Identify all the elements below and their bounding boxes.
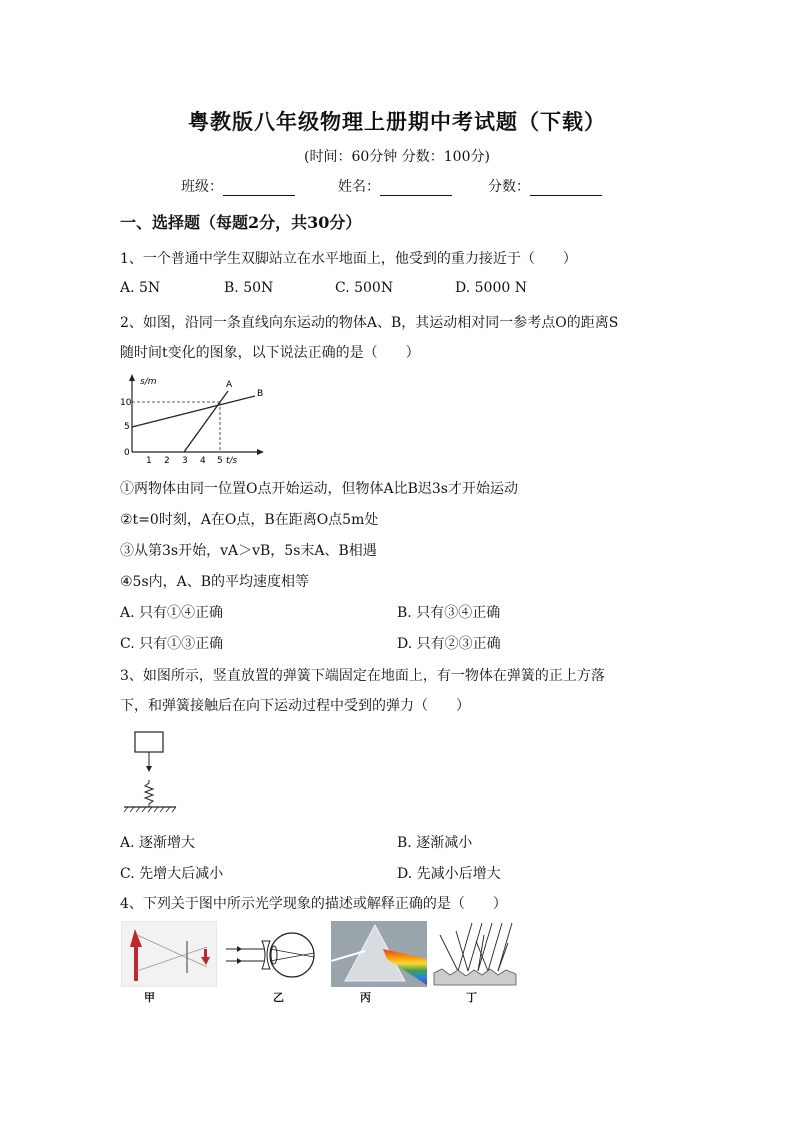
- q3-option-d[interactable]: D. 先减小后增大: [397, 866, 501, 882]
- q2-stem-line2: 随时间t变化的图象，以下说法正确的是（ ）: [120, 345, 420, 361]
- caption-yi: 乙: [273, 991, 284, 1004]
- concave-lens-icon: [262, 941, 270, 969]
- section-heading: 一、选择题（每题2分，共30分）: [120, 213, 362, 232]
- x-tick-4: 4: [200, 456, 206, 466]
- q1-option-c[interactable]: C. 500N: [335, 280, 394, 296]
- q2-option-a[interactable]: A. 只有①④正确: [120, 605, 224, 621]
- class-field: [181, 176, 295, 196]
- q3-stem-line1: 3、如图所示，竖直放置的弹簧下端固定在地面上，有一物体在弹簧的正上方落: [120, 668, 605, 684]
- class-label: 班级：: [181, 179, 223, 195]
- score-label: 分数：: [488, 179, 530, 195]
- q2-option-c[interactable]: C. 只有①③正确: [120, 636, 224, 652]
- caption-bing: 丙: [360, 991, 371, 1004]
- x-tick-2: 2: [164, 456, 170, 466]
- y-tick-5: 5: [124, 422, 130, 432]
- q1-option-b[interactable]: B. 50N: [224, 280, 274, 296]
- q2-stem-line1: 2、如图，沿同一条直线向东运动的物体A、B，其运动相对同一参考点O的距离S: [120, 315, 619, 331]
- y-axis-label: s/m: [140, 377, 157, 387]
- line-a: [184, 391, 228, 452]
- x-tick-1: 1: [146, 456, 152, 466]
- x-axis-arrow: [257, 449, 264, 455]
- falling-block: [135, 732, 163, 752]
- figure-jia: [121, 921, 217, 987]
- score-blank[interactable]: [530, 181, 602, 196]
- q1-stem: 1、一个普通中学生双脚站立在水平地面上，他受到的重力接近于（ ）: [120, 251, 577, 267]
- q3-spring-figure: [120, 728, 180, 814]
- ground-hatching: [124, 807, 176, 812]
- q2-st-graph: [120, 372, 270, 467]
- page-title: 粤教版八年级物理上册期中考试题（下载）: [188, 109, 606, 134]
- eye-lens: [271, 946, 277, 964]
- x-tick-5: 5: [217, 456, 223, 466]
- score-field: [488, 176, 602, 196]
- fall-arrowhead: [146, 766, 152, 772]
- class-blank[interactable]: [223, 181, 295, 196]
- exam-subtitle: (时间：60分钟 分数：100分): [304, 149, 490, 165]
- y-axis-arrow: [129, 374, 135, 381]
- spring-icon: [145, 780, 153, 807]
- q2-option-b[interactable]: B. 只有③④正确: [397, 605, 501, 621]
- q3-option-c[interactable]: C. 先增大后减小: [120, 866, 224, 882]
- name-blank[interactable]: [380, 181, 452, 196]
- q2-statement-2: ②t=0时刻，A在O点，B在距离O点5m处: [120, 512, 379, 528]
- y-tick-0: 0: [124, 448, 130, 458]
- q3-stem-line2: 下，和弹簧接触后在向下运动过程中受到的弹力（ ）: [120, 698, 470, 714]
- q2-statement-3: ③从第3s开始，vA＞vB，5s末A、B相遇: [120, 543, 377, 559]
- q3-option-a[interactable]: A. 逐渐增大: [120, 835, 196, 851]
- q1-option-a[interactable]: A. 5N: [120, 280, 161, 296]
- x-tick-3: 3: [182, 456, 188, 466]
- q3-option-b[interactable]: B. 逐渐减小: [397, 835, 473, 851]
- caption-ding: 丁: [466, 991, 477, 1004]
- label-b: B: [257, 389, 264, 399]
- y-tick-10: 10: [120, 398, 132, 408]
- ray-top-arrowhead: [237, 946, 242, 952]
- line-b: [132, 396, 255, 427]
- label-a: A: [226, 380, 233, 390]
- q2-statement-1: ①两物体由同一位置O点开始运动，但物体A比B迟3s才开始运动: [120, 481, 518, 497]
- q2-statement-4: ④5s内，A、B的平均速度相等: [120, 574, 310, 590]
- q4-stem: 4、下列关于图中所示光学现象的描述或解释正确的是（ ）: [120, 896, 507, 912]
- figure-bing: [331, 921, 427, 987]
- ray-bottom-arrowhead: [237, 958, 242, 964]
- q2-option-d[interactable]: D. 只有②③正确: [397, 636, 501, 652]
- name-field: [338, 176, 452, 196]
- rough-surface: [434, 969, 516, 985]
- name-label: 姓名：: [338, 179, 380, 195]
- caption-jia: 甲: [144, 991, 155, 1004]
- figure-yi: [224, 921, 320, 987]
- x-axis-label: t/s: [226, 456, 238, 466]
- q1-option-d[interactable]: D. 5000 N: [455, 280, 527, 296]
- figure-ding: [432, 921, 518, 987]
